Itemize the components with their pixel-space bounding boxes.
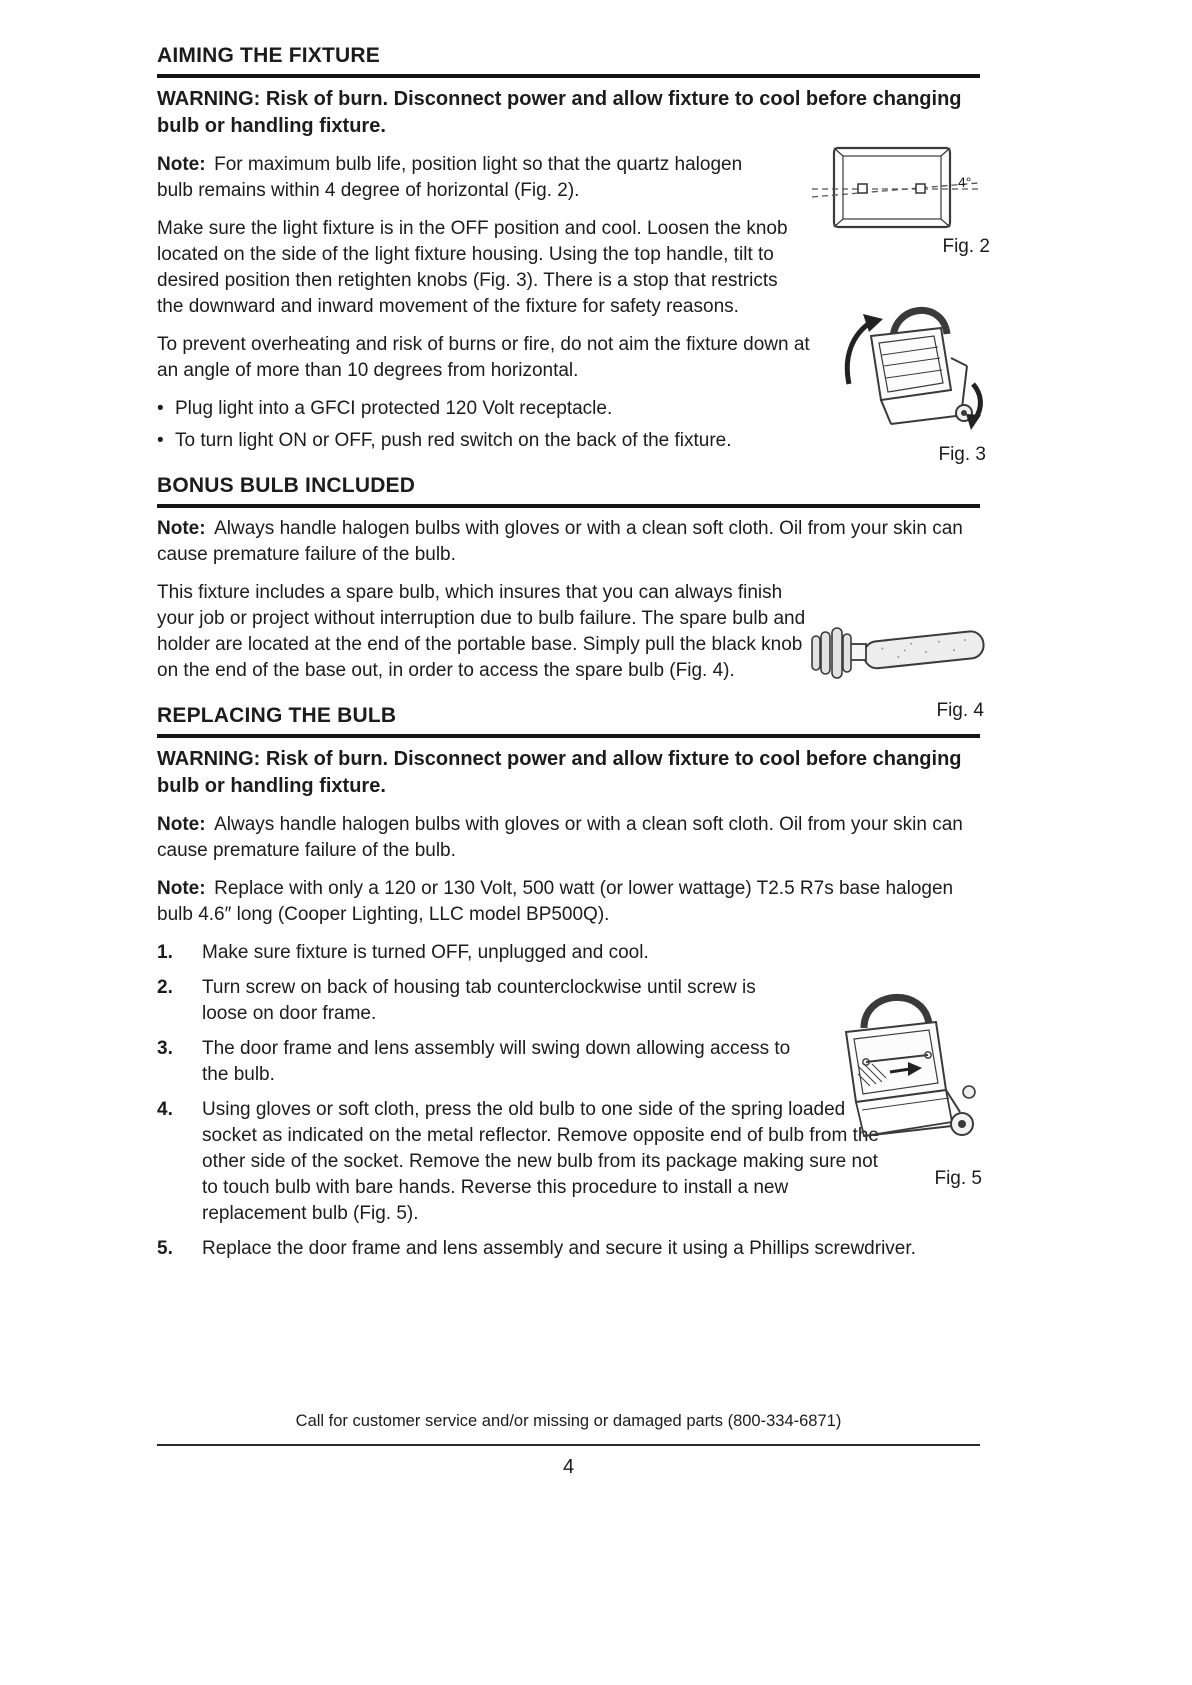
step-number: 4. [157, 1099, 173, 1120]
step-text: Make sure fixture is turned OFF, unplugged and cool. [202, 942, 649, 963]
note-text: Always handle halogen bulbs with gloves or with a clean soft cloth. Oil from your skin can cause premature failure of the bulb. [157, 518, 963, 565]
fig5-open-fixture-illustration [802, 976, 992, 1166]
replacing-note1-paragraph [157, 812, 980, 864]
fig3-caption: Fig. 3 [938, 444, 986, 465]
section-title-aiming: AIMING THE FIXTURE [157, 44, 980, 78]
step-number: 3. [157, 1038, 173, 1059]
bullet-marker: • [157, 398, 164, 419]
note-label: Note: [157, 814, 206, 835]
fig2-angle-diagram [812, 140, 990, 257]
fig2-angle-label: 4° [958, 174, 972, 190]
step-1 [157, 940, 980, 966]
step-5 [157, 1236, 980, 1262]
note-label: Note: [157, 154, 206, 175]
customer-service-note: Call for customer service and/or missing or damaged parts (800-334-6871) [295, 1412, 842, 1430]
aiming-note-paragraph [157, 152, 777, 204]
step-text: Turn screw on back of housing tab counterclockwise until screw is loose on door frame. [202, 977, 756, 1024]
warning-replacing: WARNING: Risk of burn. Disconnect power and allow fixture to cool before changing bulb or handling fixture. [157, 748, 962, 797]
step-number: 1. [157, 942, 173, 963]
aiming-bullet-switch [157, 428, 857, 454]
bullet-marker: • [157, 430, 164, 451]
bullet-text: To turn light ON or OFF, push red switch on the back of the fixture. [175, 430, 732, 451]
aiming-overheat-paragraph: To prevent overheating and risk of burns or fire, do not aim the fixture down at an angle of more than 10 degrees from horizontal. [157, 334, 810, 381]
step-number: 2. [157, 977, 173, 998]
aiming-bullet-gfci [157, 396, 857, 422]
fig4-spare-bulb-diagram [808, 608, 990, 721]
step-text: The door frame and lens assembly will swing down allowing access to the bulb. [202, 1038, 791, 1085]
replacing-note2-paragraph [157, 876, 980, 928]
bonus-spare-paragraph: This fixture includes a spare bulb, which insures that you can always finish your job or project without interruption due to bulb failure. The spare bulb and holder are located at the end of the portable base. Simply pull the black knob on the end of the base out, in order to access the spare bulb (Fig. 4). [157, 582, 806, 681]
note-text: For maximum bulb life, position light so that the quartz halogen bulb remains within 4 degree of horizontal (Fig. 2). [157, 154, 743, 201]
fig4-bulb-holder-illustration [808, 608, 990, 698]
note-label: Note: [157, 518, 206, 539]
step-text: Replace the door frame and lens assembly and secure it using a Phillips screwdriver. [202, 1238, 916, 1259]
fig2-caption: Fig. 2 [942, 236, 990, 257]
bullet-text: Plug light into a GFCI protected 120 Volt receptacle. [175, 398, 613, 419]
fig3-tilt-diagram [815, 292, 990, 465]
section-title-bonus: BONUS BULB INCLUDED [157, 474, 980, 508]
fig5-caption: Fig. 5 [934, 1168, 982, 1189]
fig2-illustration [812, 140, 982, 235]
page-number: 4 [562, 1456, 575, 1478]
fig4-caption: Fig. 4 [936, 700, 984, 721]
aiming-adjust-paragraph: Make sure the light fixture is in the OFF position and cool. Loosen the knob located on the side of the light fixture housing. Using the top handle, tilt to desired position then retighten knobs (Fig. 3). There is a stop that restricts the downward and inward movement of the fixture for safety reasons. [157, 218, 788, 317]
section-title-replacing: REPLACING THE BULB [157, 704, 980, 738]
footer-divider [157, 1444, 980, 1446]
fig3-worklight-illustration [815, 292, 990, 442]
bonus-note-paragraph [157, 516, 980, 568]
step-text: Using gloves or soft cloth, press the old bulb to one side of the spring loaded socket as indicated on the metal reflector. Remove opposite end of bulb from the other side of the socket. Remove the new bulb from its package making sure not to touch bulb with bare hands. Reverse this procedure to install a new replacement bulb (Fig. 5). [202, 1099, 879, 1224]
step-number: 5. [157, 1238, 173, 1259]
fig5-replace-bulb-diagram [802, 976, 992, 1189]
note-label: Note: [157, 878, 206, 899]
note-text: Always handle halogen bulbs with gloves or with a clean soft cloth. Oil from your skin can cause premature failure of the bulb. [157, 814, 963, 861]
warning-aiming: WARNING: Risk of burn. Disconnect power and allow fixture to cool before changing bulb or handling fixture. [157, 88, 962, 137]
note-text: Replace with only a 120 or 130 Volt, 500 watt (or lower wattage) T2.5 R7s base halogen bulb 4.6″ long (Cooper Lighting, LLC model BP500Q). [157, 878, 954, 925]
